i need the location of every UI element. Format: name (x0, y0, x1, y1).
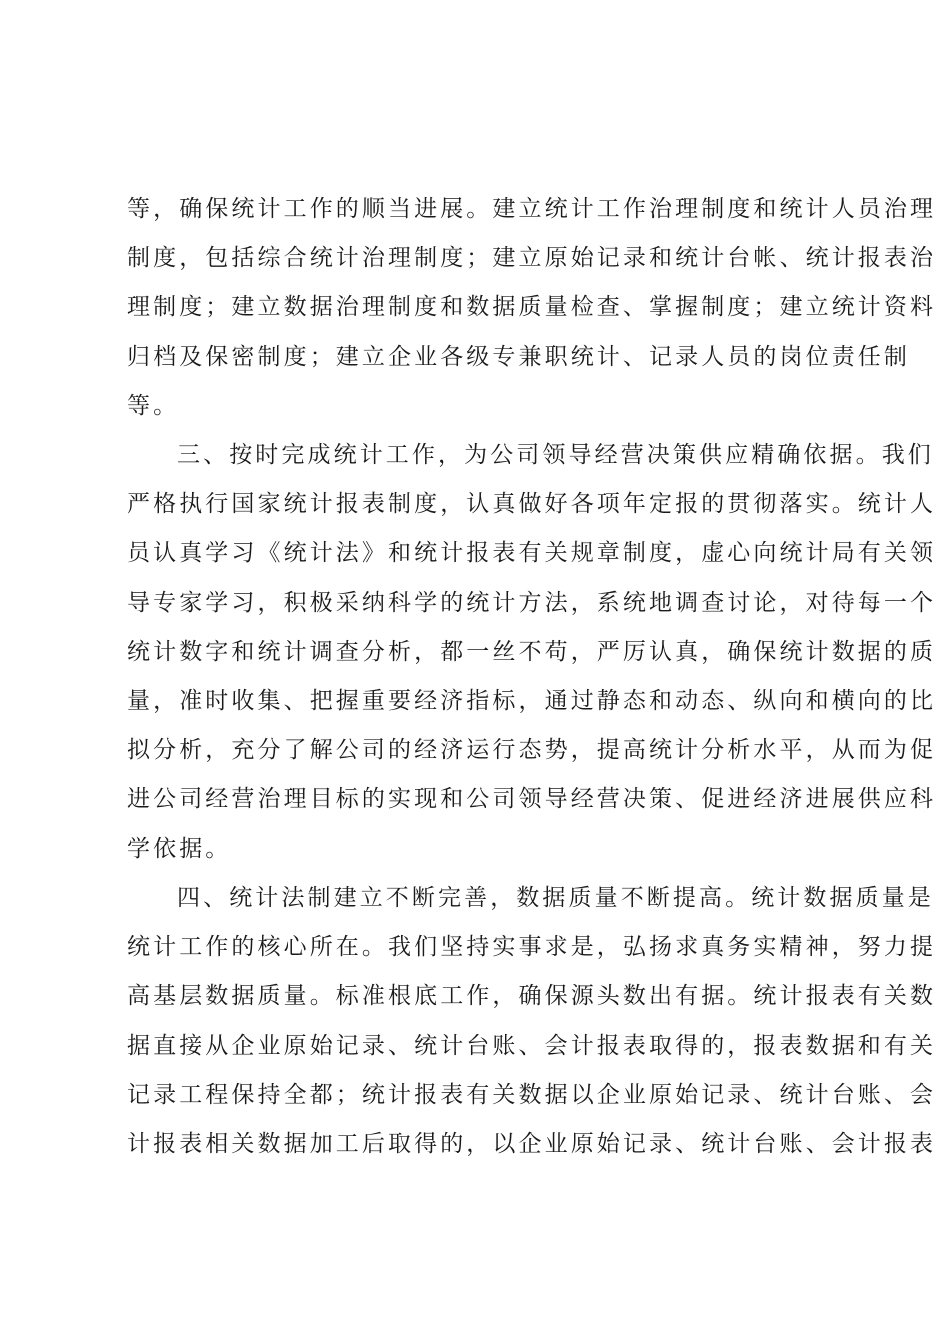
text-line: 等，确保统计工作的顺当进展。建立统计工作治理制度和统计人员治理 (127, 196, 937, 222)
text-line: 三、按时完成统计工作，为公司领导经营决策供应精确依据。我们 (177, 442, 934, 468)
text-line: 统计数字和统计调查分析，都一丝不苟，严厉认真，确保统计数据的质 (127, 638, 937, 665)
text-line: 学依据。 (127, 835, 232, 862)
paragraph-section-four (127, 874, 937, 1169)
text-line: 量，准时收集、把握重要经济指标，通过静态和动态、纵向和横向的比 (127, 688, 937, 715)
text-line: 据直接从企业原始记录、统计台账、会计报表取得的，报表数据和有关 (127, 1032, 937, 1059)
text-line: 进公司经营治理目标的实现和公司领导经营决策、促进经济进展供应科 (127, 786, 937, 813)
text-line: 计报表相关数据加工后取得的，以企业原始记录、统计台账、会计报表 (127, 1131, 937, 1158)
text-line: 员认真学习《统计法》和统计报表有关规章制度，虚心向统计局有关领 (127, 540, 937, 567)
text-line: 高基层数据质量。标准根底工作，确保源头数出有据。统计报表有关数 (127, 983, 937, 1010)
text-line: 统计工作的核心所在。我们坚持实事求是，弘扬求真务实精神，努力提 (127, 934, 937, 961)
text-line: 严格执行国家统计报表制度，认真做好各项年定报的贯彻落实。统计人 (127, 491, 937, 518)
text-line: 导专家学习，积极采纳科学的统计方法，系统地调查讨论，对待每一个 (127, 589, 937, 616)
paragraph-management-systems (127, 185, 937, 431)
text-line: 等。 (127, 392, 180, 419)
text-line: 制度，包括综合统计治理制度；建立原始记录和统计台帐、统计报表治 (127, 245, 937, 272)
text-line: 四、统计法制建立不断完善，数据质量不断提高。统计数据质量是 (177, 885, 934, 911)
text-line: 归档及保密制度；建立企业各级专兼职统计、记录人员的岗位责任制 (127, 343, 910, 370)
text-line: 理制度；建立数据治理制度和数据质量检查、掌握制度；建立统计资料 (127, 294, 937, 321)
paragraph-section-three (127, 431, 937, 874)
text-line: 记录工程保持全都；统计报表有关数据以企业原始记录、统计台账、会 (127, 1081, 937, 1108)
text-line: 拟分析，充分了解公司的经济运行态势，提高统计分析水平，从而为促 (127, 737, 937, 764)
